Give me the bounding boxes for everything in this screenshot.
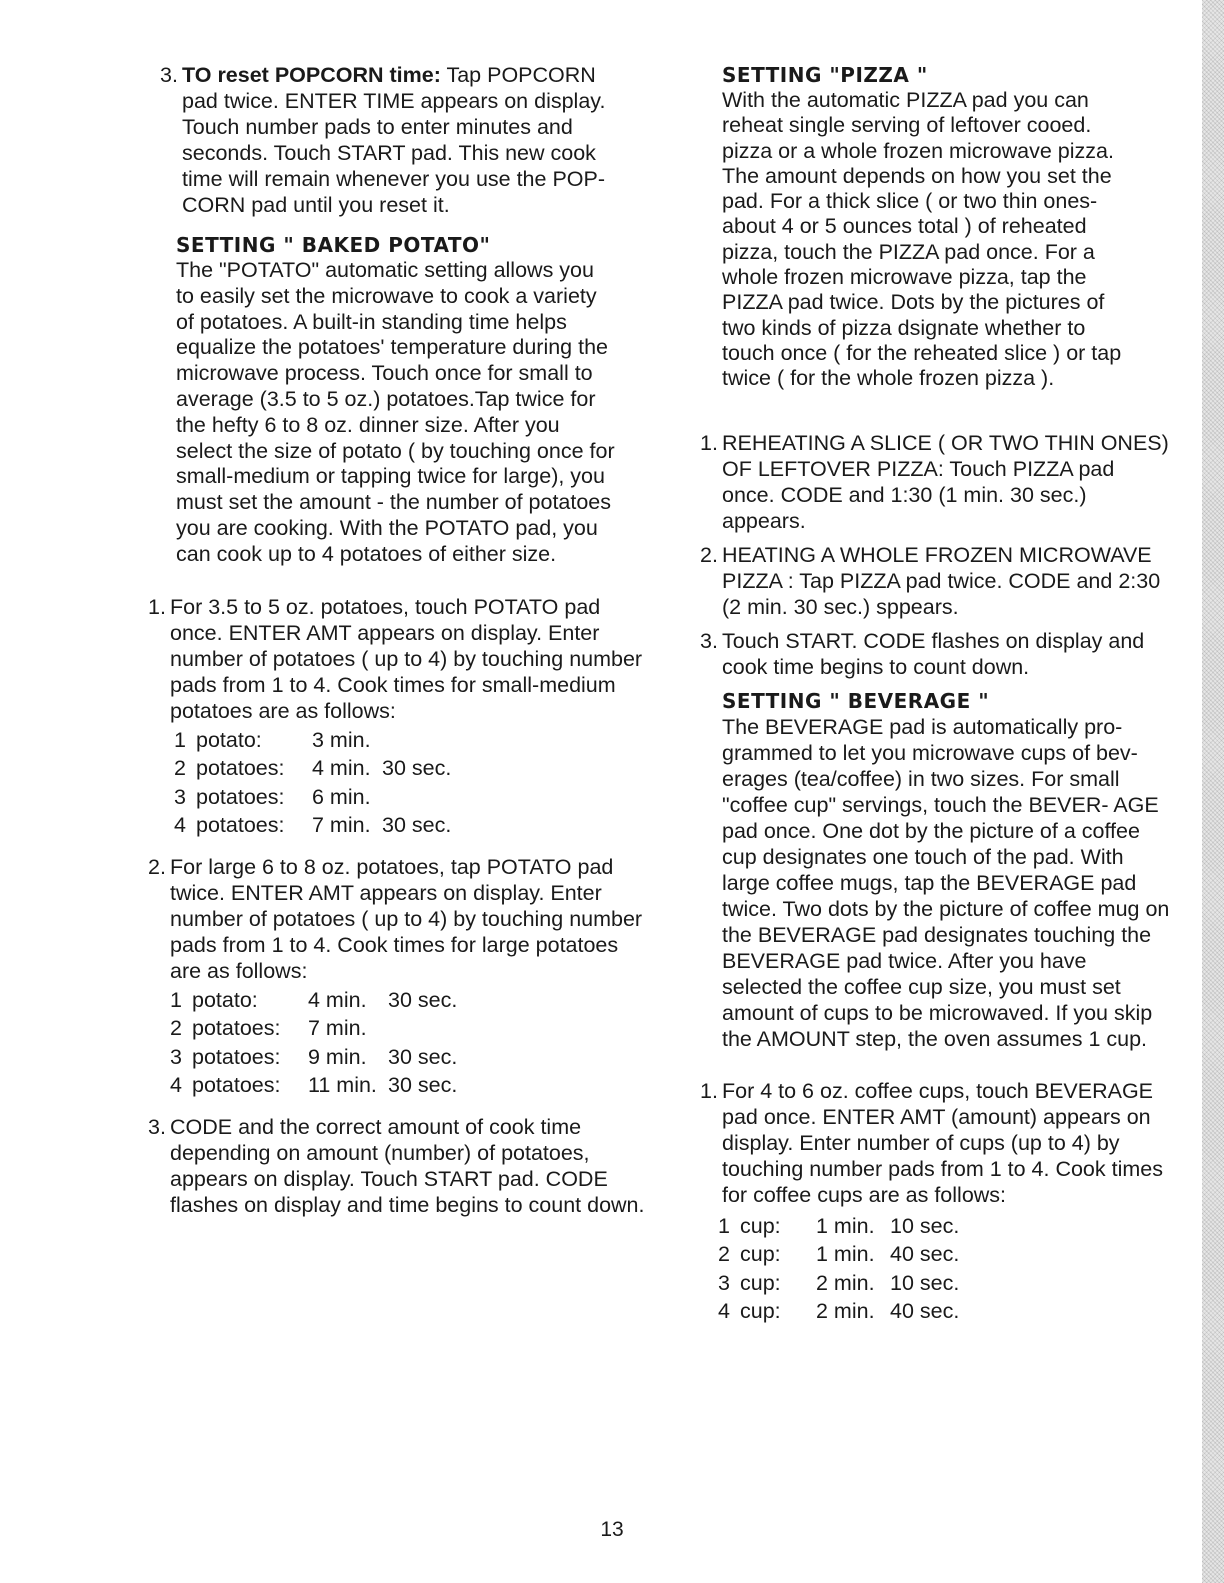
step-text: Tap POPCORN pad twice. ENTER TIME appears on display. Touch number pads to enter minutes and seconds. Touch START pad. This new cook time will remain whenever you use the POP- CORN pad until you reset it. xyxy=(182,63,606,217)
step-number: 1. xyxy=(700,430,718,455)
table-row: 2 potatoes: 4 min. 30 sec. xyxy=(174,756,452,781)
table-row: 2 cup: 1 min. 40 sec. xyxy=(718,1242,960,1267)
pizza-step-1 xyxy=(700,430,1170,534)
pizza-step-2 xyxy=(700,542,1170,620)
step-text: REHEATING A SLICE ( OR TWO THIN ONES) OF LEFTOVER PIZZA: Touch PIZZA pad once. CODE and 1:30 (1 min. 30 sec.) appears. xyxy=(722,430,1169,533)
pizza-heading: SETTING "PIZZA " xyxy=(722,63,928,87)
potato-step-3 xyxy=(148,1114,648,1218)
table-row: 4 cup: 2 min. 40 sec. xyxy=(718,1299,960,1324)
scan-edge-texture xyxy=(1202,0,1224,1583)
left-column xyxy=(148,62,648,1218)
beverage-heading: SETTING " BEVERAGE " xyxy=(722,688,990,713)
table-row: 4 potatoes: 11 min. 30 sec. xyxy=(170,1073,458,1098)
step-number: 3. xyxy=(148,1114,166,1139)
table-row: 1 potato: 4 min. 30 sec. xyxy=(170,987,458,1012)
table-row: 3 potatoes: 6 min. xyxy=(174,784,371,809)
potato-intro: The "POTATO" automatic setting allows you to easily set the microwave to cook a variety of potatoes. A built-in standing time helps equalize the potatoes' temperature during the microwave process. Touch once for small to average (3.5 to 5 oz.) potatoes.Tap twice for the hefty 6 to 8 oz. dinner size. After you select the size of potato ( by touching once for small-medium or tapping twice for large), you must set the amount - the number of potatoes you are cooking. With the POTATO pad, you can cook up to 4 potatoes of either size. xyxy=(176,258,615,566)
step-number: 3. xyxy=(700,628,718,653)
potato-heading: SETTING " BAKED POTATO" xyxy=(176,233,491,257)
step-number: 2. xyxy=(700,542,718,567)
potato-step-1 xyxy=(148,594,648,724)
table-row: 3 potatoes: 9 min. 30 sec. xyxy=(170,1044,458,1069)
page-number: 13 xyxy=(600,1518,624,1541)
step-text: HEATING A WHOLE FROZEN MICROWAVE PIZZA : Tap PIZZA pad twice. CODE and 2:30 (2 min. 30 sec.) sppears. xyxy=(722,542,1161,619)
table-row: 3 cup: 2 min. 10 sec. xyxy=(718,1270,960,1295)
step-number: 1. xyxy=(700,1078,718,1103)
table-row: 1 cup: 1 min. 10 sec. xyxy=(718,1213,960,1238)
table-row: 4 potatoes: 7 min. 30 sec. xyxy=(174,813,452,838)
popcorn-reset-step xyxy=(148,62,637,218)
beverage-step-1 xyxy=(700,1078,1170,1208)
large-potato-times xyxy=(170,986,457,1100)
step-text: CODE and the correct amount of cook time depending on amount (number) of potatoes, appears on display. Touch START pad. CODE flashes on display and time begins to count down. xyxy=(170,1114,645,1217)
step-text: For 4 to 6 oz. coffee cups, touch BEVERAGE pad once. ENTER AMT (amount) appears on display. Enter number of cups (up to 4) by touching number pads from 1 to 4. Cook times for coffee cups are as follows: xyxy=(722,1078,1163,1207)
pizza-step-3 xyxy=(700,628,1170,680)
step-lead: TO reset POPCORN time: xyxy=(182,63,441,87)
pizza-intro: With the automatic PIZZA pad you can reheat single serving of leftover cooed. pizza or a whole frozen microwave pizza. The amount depends on how you set the pad. For a thick slice ( or two thin ones- about 4 or 5 ounces total ) of reheated pizza, touch the PIZZA pad once. For a whole frozen microwave pizza, tap the PIZZA pad twice. Dots by the pictures of two kinds of pizza dsignate whether to touch once ( for the reheated slice ) or tap twice ( for the whole frozen pizza ). xyxy=(722,88,1122,391)
step-text: Touch START. CODE flashes on display and cook time begins to count down. xyxy=(722,628,1145,679)
beverage-intro: The BEVERAGE pad is automatically pro- grammed to let you microwave cups of bev- erages (tea/coffee) in two sizes. For small "coffee cup" servings, touch the BEVER- AGE pad once. One dot by the picture of a coffee cup designates one touch of the pad. With large coffee mugs, tap the BEVERAGE pad twice. Two dots by the picture of coffee mug on the BEVERAGE pad designates touching the BEVERAGE pad twice. After you have selected the coffee cup size, you must set amount of cups to be microwaved. If you skip the AMOUNT step, the oven assumes 1 cup. xyxy=(722,714,1170,1051)
step-number: 2. xyxy=(148,854,166,879)
potato-step-2 xyxy=(148,854,648,984)
step-number: 1. xyxy=(148,594,166,619)
small-potato-times xyxy=(170,726,451,840)
step-number: 3. xyxy=(160,63,178,87)
step-text: For 3.5 to 5 oz. potatoes, touch POTATO pad once. ENTER AMT appears on display. Enter number of potatoes ( up to 4) by touching number pads from 1 to 4. Cook times for small-medium potatoes are as follows: xyxy=(170,594,643,723)
table-row: 2 potatoes: 7 min. xyxy=(170,1016,367,1041)
coffee-cup-times xyxy=(718,1212,959,1326)
right-column xyxy=(700,62,1170,1326)
table-row: 1 potato: 3 min. xyxy=(174,727,371,752)
step-text: For large 6 to 8 oz. potatoes, tap POTATO pad twice. ENTER AMT appears on display. Enter number of potatoes ( up to 4) by touching number pads from 1 to 4. Cook times for large potatoes are as follows: xyxy=(170,854,643,983)
